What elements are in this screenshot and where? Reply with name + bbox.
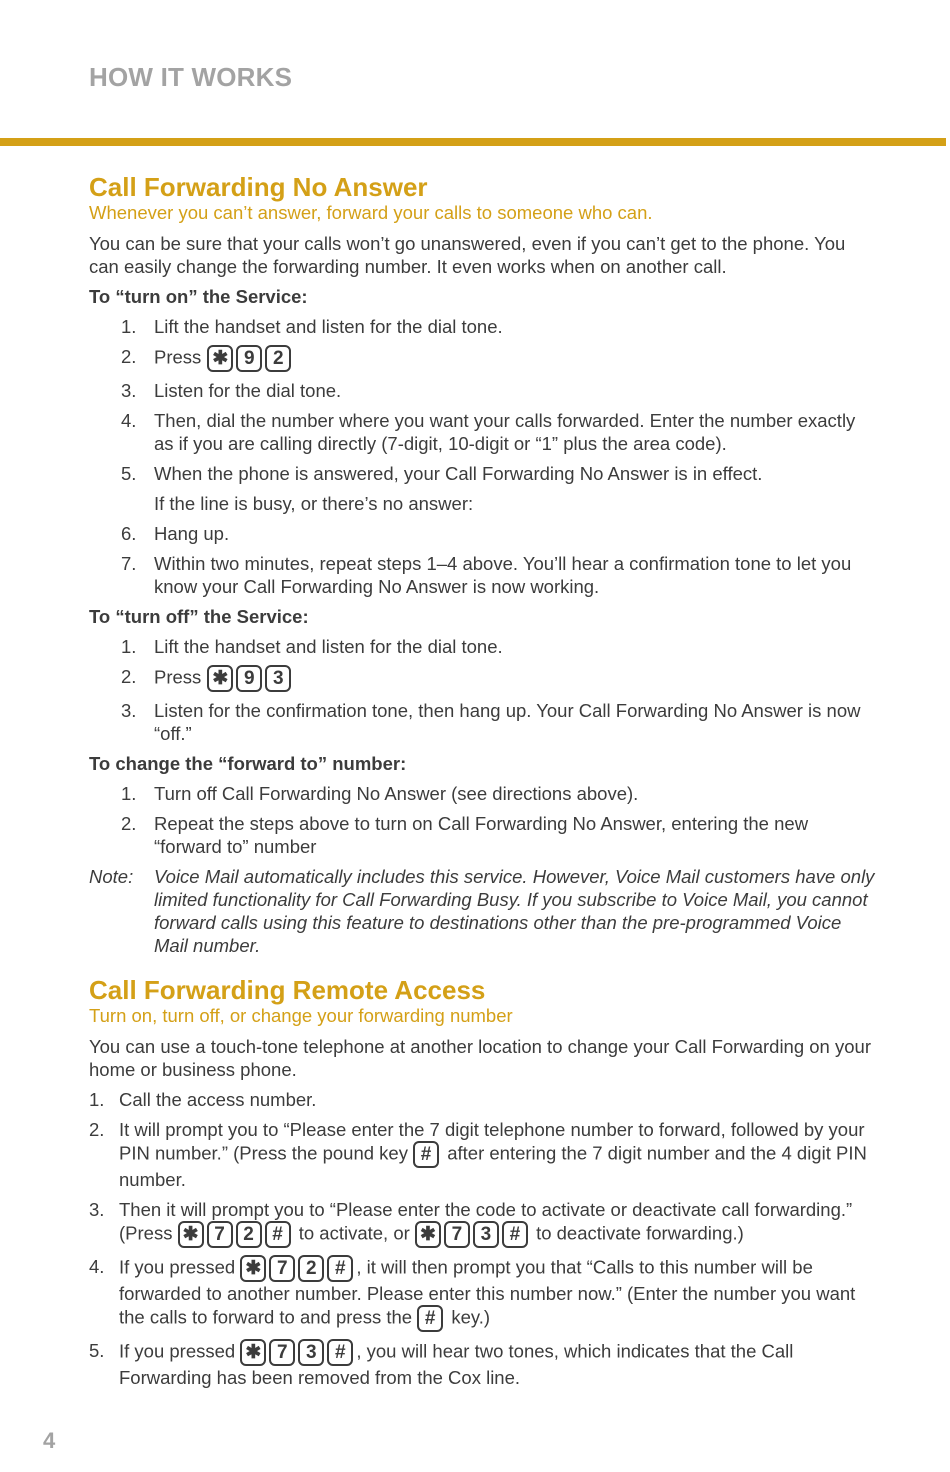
- step-text: If you pressed: [119, 1256, 236, 1278]
- list-item: [89, 1255, 879, 1332]
- seven-key-icon: 7: [444, 1221, 470, 1248]
- list-item: [89, 462, 879, 485]
- step-text: If you pressed: [119, 1340, 236, 1362]
- two-key-icon: 2: [236, 1221, 262, 1248]
- list-item: [89, 635, 879, 658]
- step-number: 1.: [121, 783, 137, 804]
- section-intro-no-answer: You can be sure that your calls won’t go unanswered, even if you can’t get to the phone. You can easily change the forwarding number. It even works when on another call.: [89, 233, 846, 277]
- star-key-icon: ✱: [415, 1221, 441, 1248]
- section-subtitle-no-answer: Whenever you can’t answer, forward your calls to someone who can.: [89, 202, 653, 223]
- header-rule: [0, 138, 946, 146]
- step-text: Then, dial the number where you want your calls forwarded. Enter the number exactly as if you are calling directly (7-digit, 10-digit or “1” plus the area code).: [154, 410, 856, 454]
- step-text: Listen for the dial tone.: [154, 380, 342, 401]
- step-text: When the phone is answered, your Call Forwarding No Answer is in effect.: [154, 463, 763, 484]
- step-text-continued: to activate, or: [298, 1222, 410, 1244]
- list-item: [89, 1198, 879, 1248]
- page-header-title: HOW IT WORKS: [89, 62, 293, 92]
- step-text: Press: [154, 346, 202, 368]
- star-key-icon: ✱: [207, 665, 233, 692]
- step-text: Listen for the confirmation tone, then hang up. Your Call Forwarding No Answer is now “off.”: [154, 700, 861, 744]
- step-number: 1.: [89, 1089, 105, 1110]
- two-key-icon: 2: [265, 345, 291, 372]
- section-subtitle-remote-access: Turn on, turn off, or change your forwarding number: [89, 1005, 513, 1026]
- step-text-continued: after entering the 7 digit number and the 4 digit PIN number.: [119, 1142, 867, 1190]
- two-key-icon: 2: [298, 1255, 324, 1282]
- list-item: [89, 812, 879, 858]
- step-text: Then it will prompt you to “Please enter the code to activate or deactivate call forwarding.” (Press: [119, 1199, 853, 1244]
- note-label: Note:: [89, 866, 134, 887]
- step-number: 1.: [121, 316, 137, 337]
- list-item: [89, 552, 879, 598]
- pound-key-icon: #: [327, 1339, 353, 1366]
- list-item: [89, 1339, 879, 1389]
- step-text-end: key.): [451, 1306, 491, 1328]
- step-text: Hang up.: [154, 523, 230, 544]
- list-item: [89, 315, 879, 338]
- step-number: 3.: [89, 1199, 105, 1220]
- step-text-continued: , it will then prompt you that “Calls to this number will be forwarded to another number. Please enter this number now.” (Enter the number you want the calls to forward to and press the: [119, 1256, 856, 1328]
- step-number: 6.: [121, 523, 137, 544]
- change-number-heading: To change the “forward to” number:: [89, 753, 407, 774]
- turn-on-steps: [89, 315, 879, 485]
- step-number: 4.: [89, 1256, 105, 1277]
- list-item: [89, 409, 879, 455]
- keypad-sequence: [207, 665, 294, 692]
- busy-note: If the line is busy, or there’s no answer:: [154, 493, 474, 514]
- star-key-icon: ✱: [178, 1221, 204, 1248]
- remote-access-steps: [89, 1088, 879, 1389]
- list-item: [89, 699, 879, 745]
- step-number: 2.: [89, 1119, 105, 1140]
- list-item: [89, 1088, 879, 1111]
- three-key-icon: 3: [265, 665, 291, 692]
- section-title-no-answer: Call Forwarding No Answer: [89, 172, 428, 202]
- nine-key-icon: 9: [236, 665, 262, 692]
- pound-key-icon: #: [502, 1221, 528, 1248]
- step-text: It will prompt you to “Please enter the 7 digit telephone number to forward, followed by your PIN number.” (Press the pound key: [119, 1119, 865, 1164]
- section-title-remote-access: Call Forwarding Remote Access: [89, 975, 486, 1005]
- keypad-sequence: [207, 345, 294, 372]
- turn-on-steps-continued: [89, 522, 879, 598]
- step-text: Call the access number.: [119, 1089, 317, 1110]
- pound-key-icon: #: [417, 1305, 443, 1332]
- nine-key-icon: 9: [236, 345, 262, 372]
- step-text-continued: , you will hear two tones, which indicates that the Call Forwarding has been removed from the Cox line.: [119, 1340, 794, 1388]
- section-intro-remote-access: You can use a touch-tone telephone at another location to change your Call Forwarding on your home or business phone.: [89, 1036, 871, 1080]
- turn-on-heading: To “turn on” the Service:: [89, 286, 308, 307]
- step-number: 3.: [121, 380, 137, 401]
- star-key-icon: ✱: [240, 1255, 266, 1282]
- main-content: [89, 172, 879, 1396]
- note-text: Voice Mail automatically includes this service. However, Voice Mail customers have only limited functionality for Call Forwarding Busy. If you subscribe to Voice Mail, you cannot forward calls using this feature to destinations other than the pre-programmed Voice Mail number.: [154, 866, 875, 956]
- pound-key-icon: #: [327, 1255, 353, 1282]
- page-number: 4: [43, 1428, 56, 1453]
- change-number-steps: [89, 782, 879, 858]
- step-text: Within two minutes, repeat steps 1–4 above. You’ll hear a confirmation tone to let you know your Call Forwarding No Answer is now working.: [154, 553, 852, 597]
- step-number: 3.: [121, 700, 137, 721]
- list-item: [89, 782, 879, 805]
- step-number: 7.: [121, 553, 137, 574]
- list-item: [89, 345, 879, 372]
- step-text: Press: [154, 666, 202, 688]
- step-text: Lift the handset and listen for the dial tone.: [154, 316, 503, 337]
- step-text: Turn off Call Forwarding No Answer (see directions above).: [154, 783, 639, 804]
- turn-off-steps: [89, 635, 879, 745]
- step-text: Lift the handset and listen for the dial tone.: [154, 636, 503, 657]
- seven-key-icon: 7: [207, 1221, 233, 1248]
- list-item: [89, 379, 879, 402]
- pound-key-icon: #: [265, 1221, 291, 1248]
- voice-mail-note: [89, 865, 879, 957]
- seven-key-icon: 7: [269, 1339, 295, 1366]
- turn-off-heading: To “turn off” the Service:: [89, 606, 309, 627]
- star-key-icon: ✱: [207, 345, 233, 372]
- seven-key-icon: 7: [269, 1255, 295, 1282]
- list-item: [89, 522, 879, 545]
- step-number: 5.: [121, 463, 137, 484]
- three-key-icon: 3: [298, 1339, 324, 1366]
- step-number: 1.: [121, 636, 137, 657]
- three-key-icon: 3: [473, 1221, 499, 1248]
- step-text: Repeat the steps above to turn on Call Forwarding No Answer, entering the new “forward to” number: [154, 813, 809, 857]
- step-number: 2.: [121, 346, 137, 367]
- step-number: 2.: [121, 813, 137, 834]
- pound-key-icon: #: [413, 1141, 439, 1168]
- list-item: [89, 1118, 879, 1191]
- list-item: [89, 665, 879, 692]
- step-number: 4.: [121, 410, 137, 431]
- step-number: 5.: [89, 1340, 105, 1361]
- step-text-end: to deactivate forwarding.): [536, 1222, 744, 1244]
- step-number: 2.: [121, 666, 137, 687]
- star-key-icon: ✱: [240, 1339, 266, 1366]
